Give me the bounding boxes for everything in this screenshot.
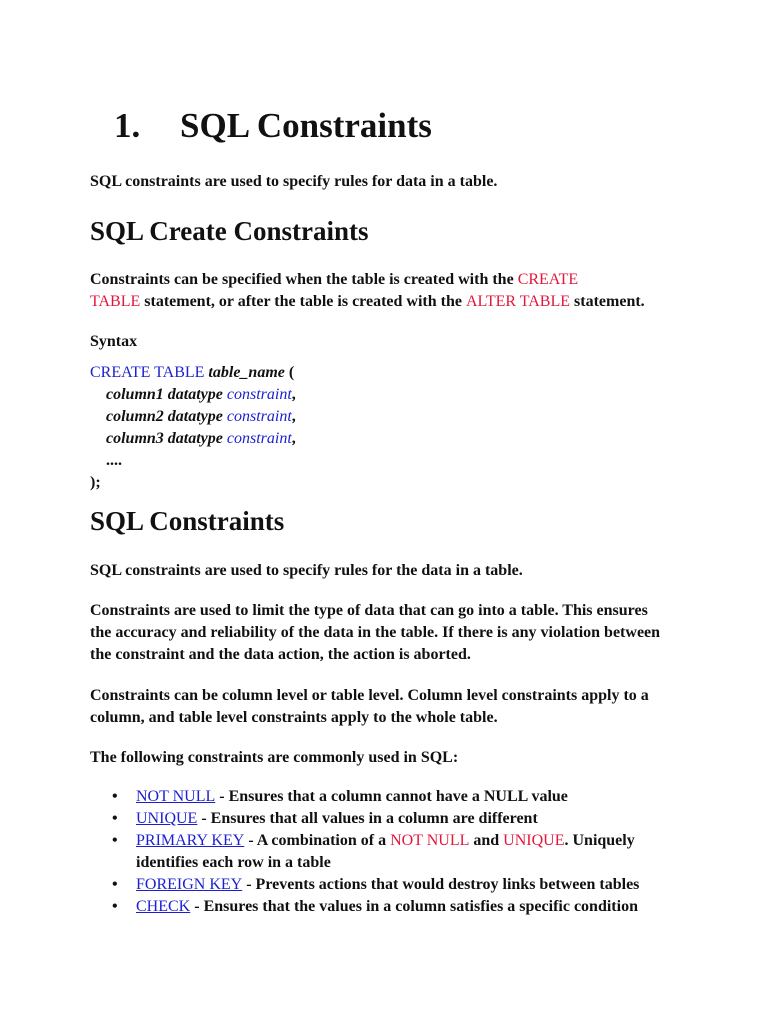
create-constraints-heading: SQL Create Constraints xyxy=(90,216,369,246)
bullet: • xyxy=(112,898,118,915)
keyword-create: CREATE xyxy=(517,271,579,288)
keyword-table: TABLE xyxy=(90,293,141,310)
code-line-3: column2 datatype constraint, xyxy=(106,408,296,425)
keyword-not-null: NOT NULL xyxy=(390,832,470,849)
bullet: • xyxy=(112,876,118,893)
code-line-6: ); xyxy=(90,474,101,491)
syntax-label: Syntax xyxy=(90,333,138,350)
link-primary-key[interactable]: PRIMARY KEY xyxy=(136,832,245,849)
bullet: • xyxy=(112,810,118,827)
constraints-paragraph-4: The following constraints are commonly used in SQL: xyxy=(90,749,459,766)
link-not-null[interactable]: NOT NULL xyxy=(136,788,216,805)
heading-number: 1. xyxy=(114,106,141,145)
code-keyword: CREATE TABLE xyxy=(90,364,205,381)
constraints-paragraph-1: SQL constraints are used to specify rules for the data in a table. xyxy=(90,562,523,579)
syntax-code-block xyxy=(90,362,296,494)
create-paragraph-line-1: Constraints can be specified when the table is created with the CREATE xyxy=(90,271,579,288)
link-foreign-key[interactable]: FOREIGN KEY xyxy=(136,876,243,893)
list-item: • PRIMARY KEY - A combination of a NOT NULL and UNIQUE. Uniquely identifies each row in a table xyxy=(112,832,635,871)
main-heading xyxy=(114,106,432,146)
constraints-paragraph-2: Constraints are used to limit the type of data that can go into a table. This ensures the accuracy and reliability of the data in the table. If there is any violation between the constraint and the data action, the action is aborted. xyxy=(90,602,661,663)
intro-paragraph: SQL constraints are used to specify rules for data in a table. xyxy=(90,173,498,190)
code-line-4: column3 datatype constraint, xyxy=(106,430,296,447)
list-item: • NOT NULL - Ensures that a column cannot have a NULL value xyxy=(90,786,696,808)
code-line-1: CREATE TABLE table_name ( xyxy=(90,364,295,381)
code-line-5: .... xyxy=(106,452,122,469)
bullet: • xyxy=(112,832,118,849)
constraints-heading: SQL Constraints xyxy=(90,506,285,536)
bullet: • xyxy=(112,788,118,805)
create-paragraph-line-2: TABLE statement, or after the table is created with the ALTER TABLE statement. xyxy=(90,293,645,310)
keyword-alter-table: ALTER TABLE xyxy=(465,293,571,310)
list-item: • FOREIGN KEY - Prevents actions that would destroy links between tables xyxy=(90,874,696,896)
link-unique[interactable]: UNIQUE xyxy=(136,810,198,827)
link-check[interactable]: CHECK xyxy=(136,898,191,915)
list-item: • CHECK - Ensures that the values in a column satisfies a specific condition xyxy=(90,896,696,918)
list-item: • UNIQUE - Ensures that all values in a column are different xyxy=(90,808,696,830)
code-line-2: column1 datatype constraint, xyxy=(106,386,296,403)
constraints-list xyxy=(90,786,696,918)
keyword-unique: UNIQUE xyxy=(503,832,565,849)
heading-title: SQL Constraints xyxy=(180,106,432,145)
constraints-paragraph-3: Constraints can be column level or table level. Column level constraints apply to a column, and table level constraints apply to the whole table. xyxy=(90,687,649,726)
